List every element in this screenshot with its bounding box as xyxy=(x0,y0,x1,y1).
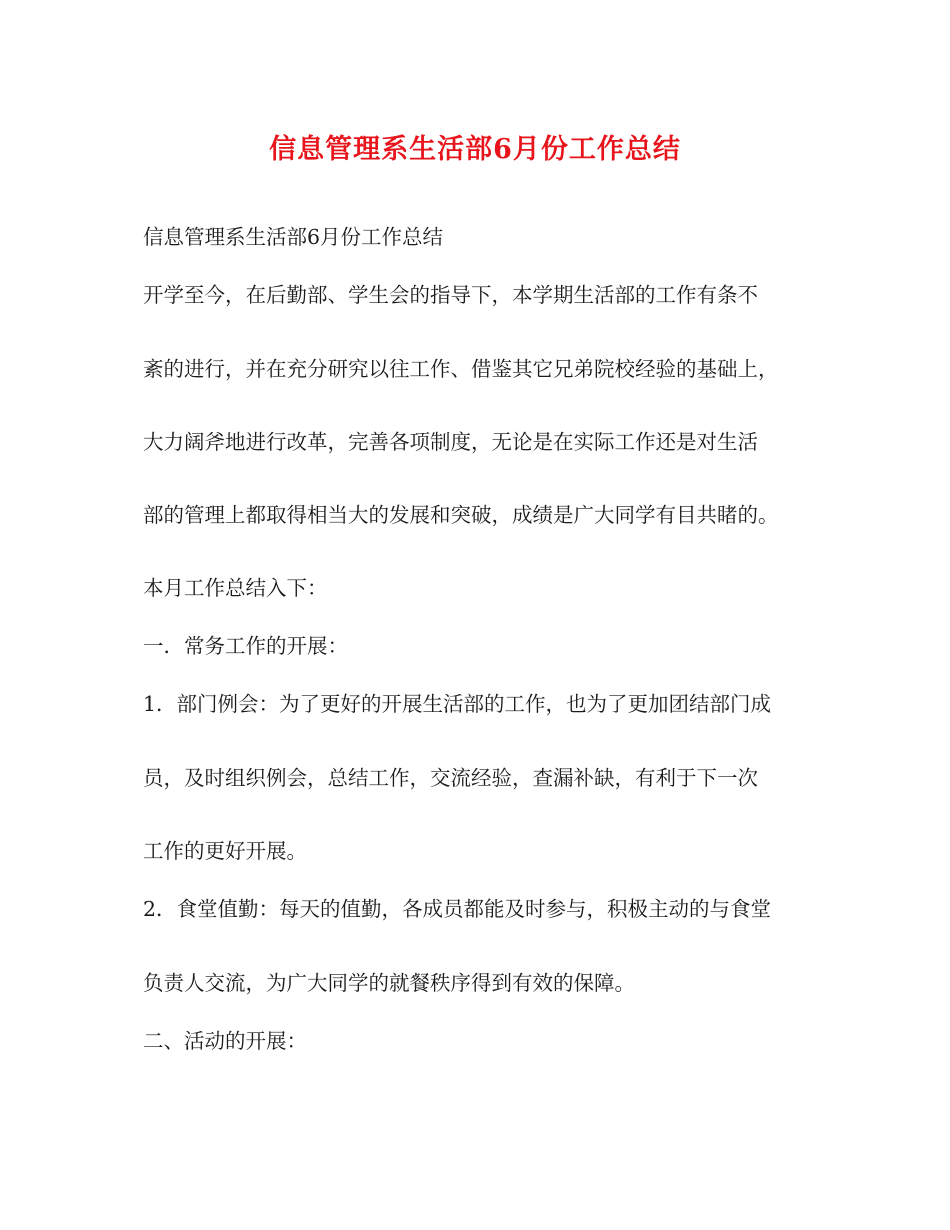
subtitle-line: 信息管理系生活部6月份工作总结 xyxy=(143,225,444,249)
item-2-line: 2．食堂值勤：每天的值勤，各成员都能及时参与，积极主动的与食堂 xyxy=(143,897,772,921)
section-heading-routine-work: 一．常务工作的开展： xyxy=(143,634,348,658)
document-title: 信息管理系生活部6月份工作总结 xyxy=(269,134,681,165)
item-1-line: 工作的更好开展。 xyxy=(143,839,307,863)
paragraph-line: 部的管理上都取得相当大的发展和突破，成绩是广大同学有目共睹的。 xyxy=(143,503,779,527)
item-2-line: 负责人交流，为广大同学的就餐秩序得到有效的保障。 xyxy=(143,971,635,995)
paragraph-line: 大力阔斧地进行改革，完善各项制度，无论是在实际工作还是对生活 xyxy=(143,430,758,454)
paragraph-line: 开学至今，在后勤部、学生会的指导下，本学期生活部的工作有条不 xyxy=(143,283,758,307)
section-heading-activities: 二、活动的开展： xyxy=(143,1029,307,1053)
item-1-line: 1．部门例会：为了更好的开展生活部的工作，也为了更加团结部门成 xyxy=(143,692,772,716)
summary-intro-line: 本月工作总结入下： xyxy=(143,576,328,600)
item-1-line: 员，及时组织例会，总结工作，交流经验，查漏补缺，有利于下一次 xyxy=(143,766,758,790)
paragraph-line: 紊的进行，并在充分研究以往工作、借鉴其它兄弟院校经验的基础上， xyxy=(143,357,779,381)
